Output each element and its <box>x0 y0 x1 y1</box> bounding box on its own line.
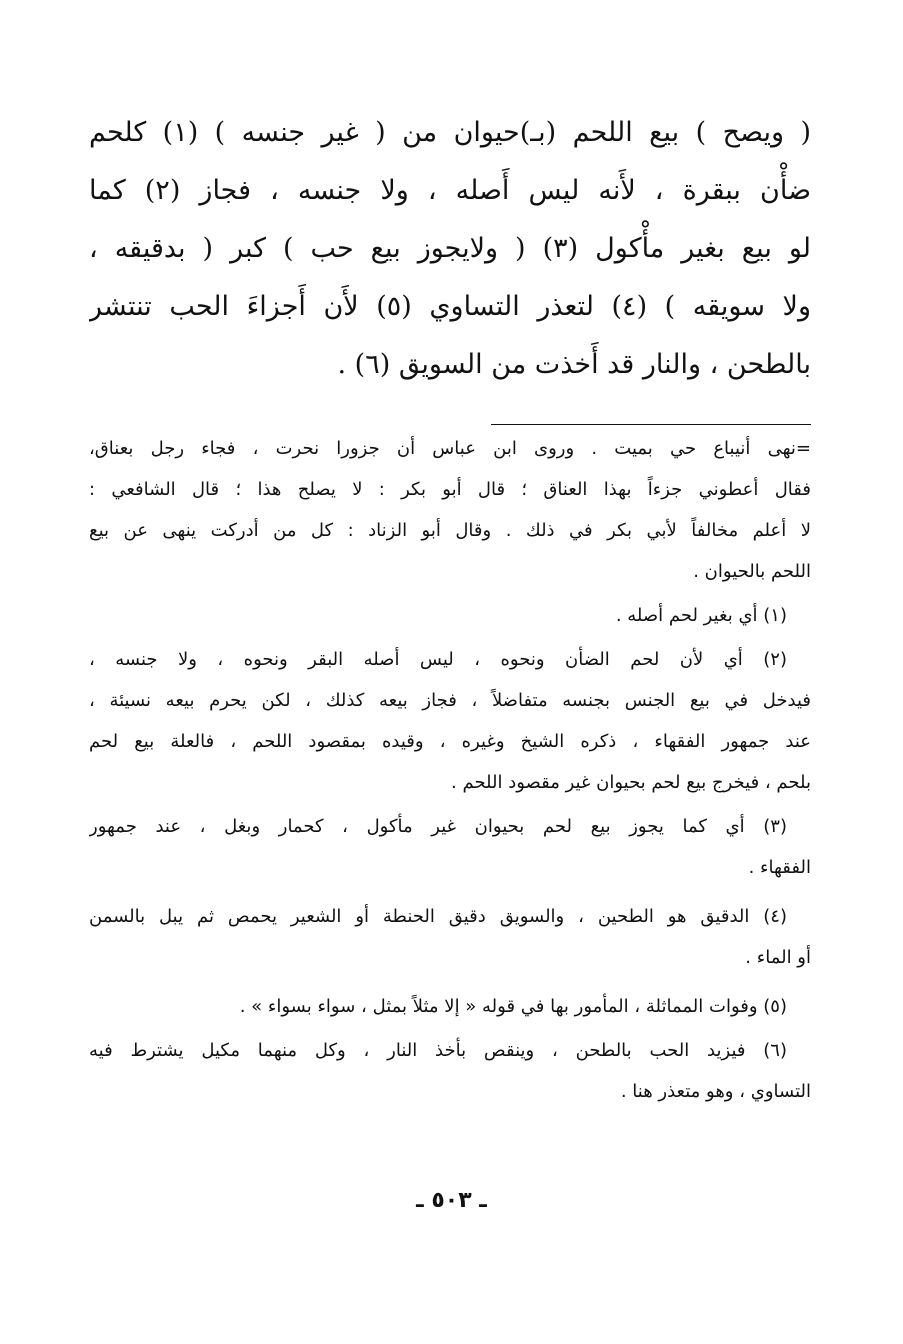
main-text-line: لو بيع بغير مأْكول (٣) ( ولايجوز بيع حب ) كبر ( بدقيقه ، <box>89 233 811 264</box>
footnote-line: لا أعلم مخالفاً لأبي بكر في ذلك . وقال أبو الزناد : كل من أدركت ينهى عن بيع <box>89 520 811 541</box>
main-text-line: ولا سويقه ) (٤) لتعذر التساوي (٥) لأَن أَجزاءَ الحب تنتشر <box>89 291 811 322</box>
footnote-line: (٦) فيزيد الحب بالطحن ، وينقص بأخذ النار ، وكل منهما مكيل يشترط فيه <box>89 1040 787 1061</box>
footnote-line: فيدخل في بيع الجنس بجنسه متفاضلاً ، فجاز بيعه كذلك ، لكن يحرم بيعه نسيئة ، <box>89 690 811 711</box>
main-text-line: ( ويصح ) بيع اللحم (بـ)حيوان من ( غير جنسه ) (١) كلحم <box>89 117 811 148</box>
footnote-line: (٢) أي لأن لحم الضأن ونحوه ، ليس أصله البقر ونحوه ، ولا جنسه ، <box>89 649 787 670</box>
footnote-line: اللحم بالحيوان . <box>693 561 811 582</box>
footnote-line: (٣) أي كما يجوز بيع لحم بحيوان غير مأكول ، كحمار وبغل ، عند جمهور <box>89 816 787 837</box>
footnote-line: عند جمهور الفقهاء ، ذكره الشيخ وغيره ، وقيده بمقصود اللحم ، فالعلة بيع لحم <box>89 731 811 752</box>
footnote-line: أو الماء . <box>745 947 811 968</box>
footnote-divider <box>491 424 811 425</box>
footnote-line: التساوي ، وهو متعذر هنا . <box>620 1081 811 1102</box>
footnote-line: (١) أي بغير لحم أصله . <box>615 605 787 626</box>
footnote-3 <box>89 806 811 888</box>
footnote-4 <box>89 896 811 978</box>
page-number: ـ ٥٠٣ ـ <box>416 1188 487 1213</box>
footnote-line: (٥) وفوات المماثلة ، المأمور بها في قوله « إلا مثلاً بمثل ، سواء بسواء » . <box>239 996 787 1017</box>
footnote-line: الفقهاء . <box>748 857 811 878</box>
main-text-line: ضأْن ببقرة ، لأَنه ليس أَصله ، ولا جنسه ، فجاز (٢) كما <box>89 175 811 206</box>
main-text <box>89 104 811 394</box>
footnotes-section <box>89 428 811 1112</box>
footnote-line: بلحم ، فيخرج بيع لحم بحيوان غير مقصود اللحم . <box>451 772 811 793</box>
footnote-2 <box>89 639 811 803</box>
main-text-line: بالطحن ، والنار قد أَخذت من السويق (٦) . <box>337 349 811 380</box>
footnote-1 <box>89 595 811 636</box>
footnote-line: (٤) الدقيق هو الطحين ، والسويق دقيق الحنطة أو الشعير يحمص ثم يبل بالسمن <box>89 906 787 927</box>
footnote-line: فقال أعطوني جزءاً بهذا العناق ؛ قال أبو بكر : لا يصلح هذا ؛ قال الشافعي : <box>89 479 811 500</box>
footnote-6 <box>89 1030 811 1112</box>
footnote-line: =نهى أنيباع حي بميت . وروى ابن عباس أن جزورا نحرت ، فجاء رجل بعناق، <box>89 438 811 459</box>
footnote-continuation <box>89 428 811 592</box>
footnote-5 <box>89 986 811 1027</box>
